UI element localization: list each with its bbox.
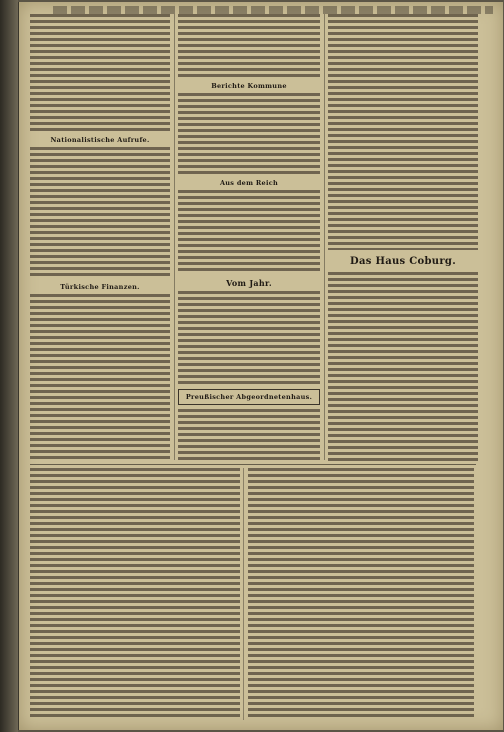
article-text-block <box>178 291 320 385</box>
feuilleton-text <box>248 468 474 720</box>
headline-from-the-reich: Aus dem Reich <box>219 179 279 187</box>
column-1 <box>30 14 170 462</box>
feuilleton-right <box>248 468 474 720</box>
article-text-block <box>30 147 170 279</box>
column-rule-2 <box>324 14 325 460</box>
boxed-heading <box>178 389 320 405</box>
headline-haus-coburg: Das Haus Coburg. <box>349 256 456 267</box>
page-header-strip <box>53 6 493 14</box>
binding-spine <box>0 0 18 732</box>
feuilleton-rule <box>243 468 244 720</box>
article-text-block <box>30 294 170 462</box>
article-text-block <box>328 272 478 462</box>
headline-vom-jahr: Vom Jahr. <box>226 278 272 288</box>
headline-turkish-finances: Türkische Finanzen. <box>60 283 140 291</box>
column-2 <box>178 14 320 462</box>
headline-prussian-house: Preußischer Abgeordnetenhaus. <box>185 393 313 401</box>
feuilleton-divider <box>30 464 476 465</box>
article-text-block <box>178 409 320 462</box>
feuilleton-text <box>30 468 240 720</box>
column-3 <box>328 14 478 462</box>
headline-municipal: Berichte Kommune <box>211 82 287 90</box>
article-text-block <box>328 14 478 250</box>
headline-nationalist-appeals: Nationalistische Aufrufe. <box>50 136 150 144</box>
feuilleton-left <box>30 468 240 720</box>
column-rule-1 <box>174 14 175 460</box>
article-text-block <box>30 14 170 132</box>
article-text-block <box>178 14 320 78</box>
article-text-block <box>178 190 320 274</box>
article-text-block <box>178 93 320 175</box>
